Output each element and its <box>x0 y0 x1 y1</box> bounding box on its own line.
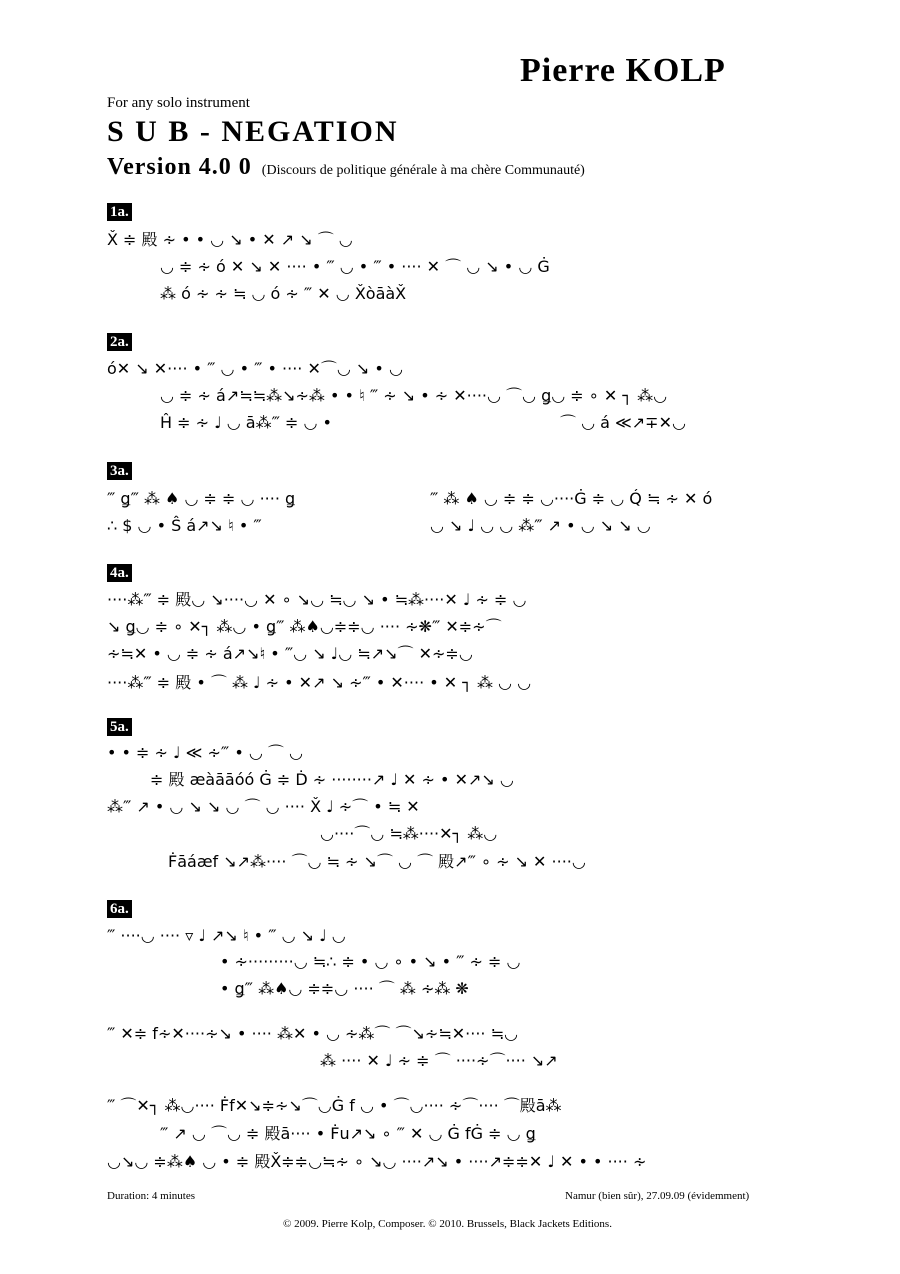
version-line <box>107 154 585 181</box>
notation-line: ‴ ↗ ◡ ⌒◡ ≑ 殿ā···· • Ḟu↗↘ ∘ ‴ ✕ ◡ Ġ fĠ ≑ ◡ ǥ <box>160 1124 536 1143</box>
notation-line: • ǥ‴ ⁂♠◡ ≑≑◡ ···· ⌒ ⁂ ∻⁂ ❋ <box>220 979 469 998</box>
copyright: © 2009. Pierre Kolp, Composer. © 2010. Brussels, Black Jackets Editions. <box>283 1218 612 1230</box>
section-label-6a: 6a. <box>107 900 132 918</box>
notation-line: Ḟāáæf ↘↗⁂···· ⌒◡ ≒ ∻ ↘⌒ ◡ ⌒ 殿↗‴ ∘ ∻ ↘ ✕ ····◡ <box>168 852 586 871</box>
piece-title: S U B - NEGATION <box>107 115 399 148</box>
place-date: Namur (bien sûr), 27.09.09 (évidemment) <box>565 1190 750 1202</box>
notation-line: ‴ ✕≑ f∻✕····∻↘ • ···· ⁂✕ • ◡ ∻⁂⌒ ⌒↘∻≒✕···· ≒◡ <box>107 1024 518 1043</box>
notation-line: ‴ ····◡ ···· ▿ ♩ ↗↘ ♮ • ‴ ◡ ↘ ♩ ◡ <box>107 926 346 945</box>
notation-line: ‴ ǥ‴ ⁂ ♠ ◡ ≑ ≑ ◡ ···· ǥ <box>107 489 296 508</box>
notation-line: ∻≒✕ • ◡ ≑ ∻ á↗↘♮ • ‴◡ ↘ ♩◡ ≒↗↘⌒ ✕∻≑◡ <box>107 644 473 663</box>
notation-line: ≑ 殿 æàāāóó Ġ ≑ Ḋ ∻ ········↗ ♩ ✕ ∻ • ✕↗↘ ◡ <box>150 770 514 789</box>
notation-line: ◡ ↘ ♩ ◡ ◡ ⁂‴ ↗ • ◡ ↘ ↘ ◡ <box>430 516 651 535</box>
section-label-1a: 1a. <box>107 203 132 221</box>
version-subtitle: (Discours de politique générale à ma chère Communauté) <box>261 163 585 178</box>
duration-note: Duration: 4 minutes <box>107 1190 195 1202</box>
notation-line: ↘ ǥ◡ ≑ ∘ ✕┐ ⁂◡ • ǥ‴ ⁂♠◡≑≑◡ ···· ∻❋‴ ✕≑∻⌒ <box>107 617 502 636</box>
notation-line: ◡····⌒◡ ≒⁂····✕┐ ⁂◡ <box>320 824 498 843</box>
notation-line: ◡ ≑ ∻ á↗≒≒⁂↘∻⁂ • • ♮ ‴ ∻ ↘ • ∻ ✕····◡ ⌒◡ ǥ◡ ≑ ∘ ✕ ┐ ⁂◡ <box>160 386 668 405</box>
section-label-4a: 4a. <box>107 564 132 582</box>
notation-line: ó✕ ↘ ✕···· • ‴ ◡ • ‴ • ···· ✕⌒◡ ↘ • ◡ <box>107 359 403 378</box>
notation-line: ⁂‴ ↗ • ◡ ↘ ↘ ◡ ⌒ ◡ ···· X̌ ♩ ∻⌒ • ≒ ✕ <box>107 797 420 816</box>
notation-line: Ĥ ≑ ∻ ♩ ◡ ā⁂‴ ≑ ◡ • <box>160 413 332 432</box>
notation-line: ◡ ≑ ∻ ó ✕ ↘ ✕ ···· • ‴ ◡ • ‴ • ···· ✕ ⌒ ◡ ↘ • ◡ Ġ <box>160 257 550 276</box>
notation-line: ‴ ⁂ ♠ ◡ ≑ ≑ ◡····Ġ ≑ ◡ Q́ ≒ ∻ ✕ ó <box>430 489 713 508</box>
notation-line: • • ≑ ∻ ♩ ≪ ∻‴ • ◡ ⌒ ◡ <box>107 743 303 762</box>
notation-line: ⁂ ó ∻ ∻ ≒ ◡ ó ∻ ‴ ✕ ◡ X̌òāàX̌ <box>160 284 407 303</box>
notation-line: ‴ ⌒✕┐ ⁂◡···· Ḟf✕↘≑∻↘⌒◡Ġ f ◡ • ⌒◡···· ∻⌒···· ⌒殿ā⁂ <box>107 1096 562 1115</box>
notation-line: ⁂ ···· ✕ ♩ ∻ ≑ ⌒ ····∻⌒···· ↘↗ <box>320 1051 558 1070</box>
instrumentation: For any solo instrument <box>107 95 250 111</box>
notation-line: ◡↘◡ ≑⁂♠ ◡ • ≑ 殿X̌≑≑◡≒∻ ∘ ↘◡ ····↗↘ • ····↗≑≑✕ ♩ ✕ • • ···· ∻ <box>107 1152 647 1171</box>
notation-line: ····⁂‴ ≑ 殿◡ ↘····◡ ✕ ∘ ↘◡ ≒◡ ↘ • ≒⁂····✕ ♩ ∻ ≑ ◡ <box>107 590 527 609</box>
notation-line: ⌒ ◡ á ≪↗∓✕◡ <box>560 413 686 432</box>
notation-line: • ∻·········◡ ≒∴ ≑ • ◡ ∘ • ↘ • ‴ ∻ ≑ ◡ <box>220 952 521 971</box>
composer-name: Pierre KOLP <box>520 52 726 89</box>
notation-line: ∴ $ ◡ • Ŝ á↗↘ ♮ • ‴ <box>107 516 262 535</box>
section-label-3a: 3a. <box>107 462 132 480</box>
notation-line: X̌ ≑ 殿 ∻ • • ◡ ↘ • ✕ ↗ ↘ ⌒ ◡ <box>107 230 353 249</box>
notation-line: ····⁂‴ ≑ 殿 • ⌒ ⁂ ♩ ∻ • ✕↗ ↘ ∻‴ • ✕···· • ✕ ┐ ⁂ ◡ ◡ <box>107 673 532 692</box>
section-label-2a: 2a. <box>107 333 132 351</box>
version-label: Version 4.0 0 <box>107 154 252 180</box>
section-label-5a: 5a. <box>107 718 132 736</box>
